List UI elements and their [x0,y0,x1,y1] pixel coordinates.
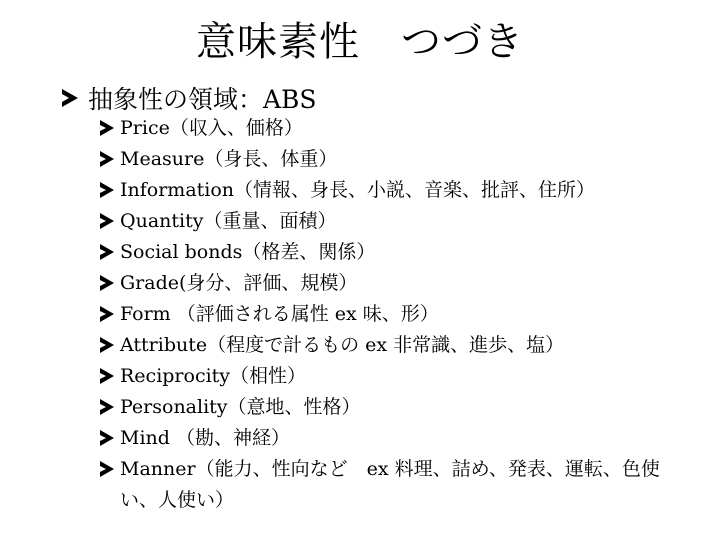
list-item [100,333,700,364]
slide-title: 意味素性 つづき [196,19,524,65]
list-item [100,364,700,395]
list-item-text: Attribute（程度で計るもの ex 非常識、進歩、塩） [120,334,565,356]
list-item [100,147,700,178]
bullet-arrow-icon [100,306,114,322]
section-heading-text: 抽象性の領域：ABS [88,85,317,114]
list-item-text: Reciprocity（相性） [120,365,307,387]
bullet-arrow-icon [100,368,114,384]
bullet-arrow-icon [62,89,78,107]
list-item [100,271,700,302]
bullet-arrow-icon [100,399,114,415]
list-item-text: Grade(身分、評価、規模） [120,272,358,294]
list-item [100,457,700,516]
list-item [100,178,700,209]
list-item-text: Price（収入、価格） [120,117,303,139]
list-item-text: Manner（能力、性向など ex 料理、詰め、発表、運転、色使い、人使い） [120,458,660,511]
bullet-arrow-icon [100,182,114,198]
list-item [100,116,700,147]
list-item-text: Social bonds（格差、関係） [120,241,376,263]
bullet-arrow-icon [100,430,114,446]
bullet-arrow-icon [100,244,114,260]
list-item-text: Mind （勘、神経） [120,427,290,449]
list-item [100,209,700,240]
bullet-list [100,116,700,516]
bullet-arrow-icon [100,461,114,477]
bullet-arrow-icon [100,213,114,229]
list-item-text: Personality（意地、性格） [120,396,361,418]
bullet-arrow-icon [100,151,114,167]
list-item [100,302,700,333]
list-item [100,240,700,271]
list-item-text: Quantity（重量、面積） [120,210,337,232]
bullet-arrow-icon [100,120,114,136]
list-item-text: Measure（身長、体重） [120,148,338,170]
bullet-arrow-icon [100,337,114,353]
list-item-text: Information（情報、身長、小説、音楽、批評、住所） [120,179,596,201]
list-item [100,426,700,457]
list-item-text: Form （評価される属性 ex 味、形） [120,303,439,325]
list-item [100,395,700,426]
bullet-arrow-icon [100,275,114,291]
section-heading [62,78,317,118]
